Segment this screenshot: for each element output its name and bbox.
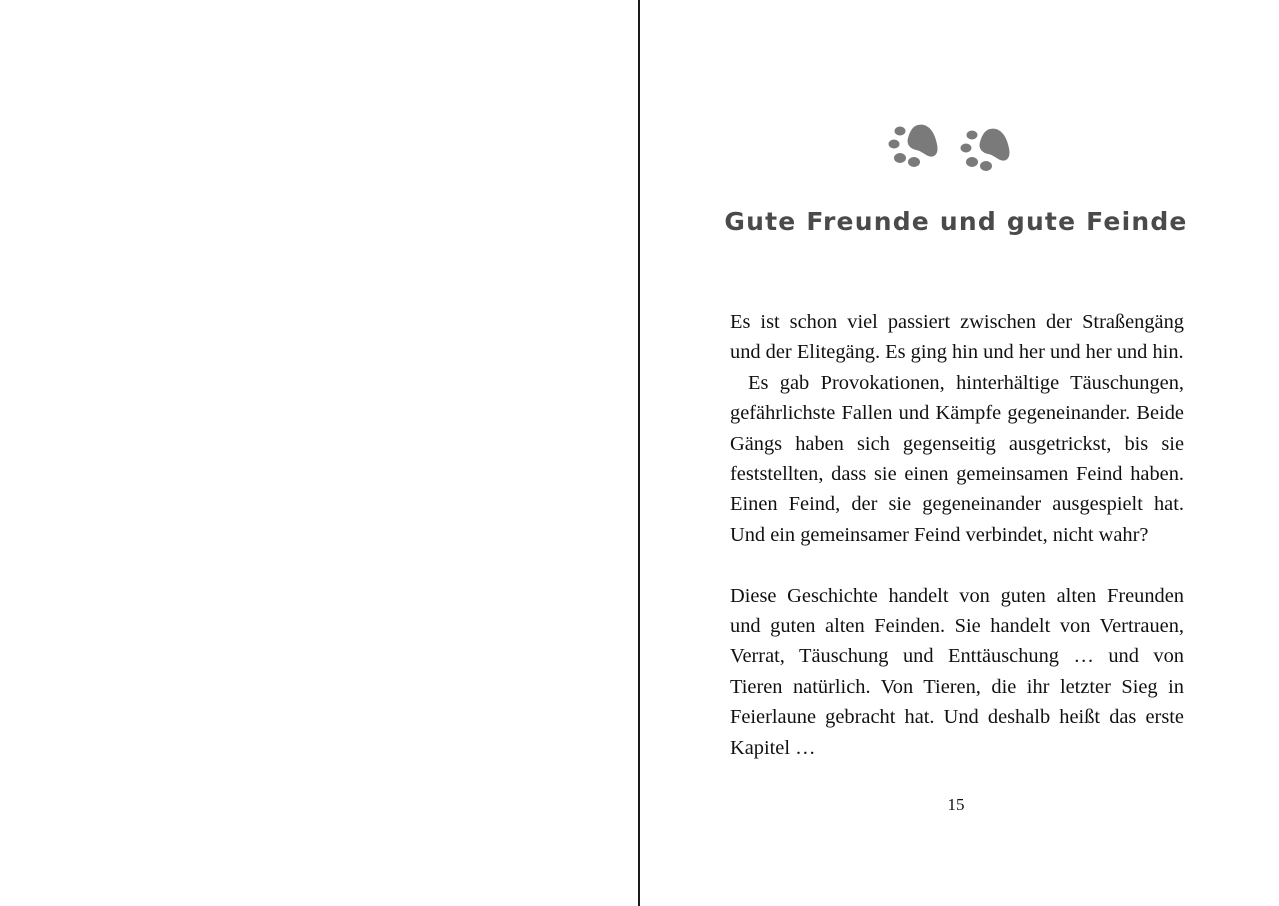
paw-print-icon <box>889 125 938 167</box>
body-text <box>730 307 1184 763</box>
paragraph: Es ist schon viel passiert zwischen der Straßengäng und der Elitegäng. Es ging hin und her und her und hin. <box>730 311 1184 364</box>
paragraph: Diese Geschichte handelt von guten alten Freunden und guten alten Feinden. Sie handelt von Vertrauen, Verrat, Täuschung und Enttäuschung … und von Tieren natürlich. Von Tieren, die ihr letzter Sieg in Feierlaune gebracht hat. Und deshalb heißt das erste Kapitel … <box>730 584 1184 759</box>
paw-prints-icon <box>886 117 1018 175</box>
left-page-blank <box>0 0 639 906</box>
chapter-title: Gute Freunde und gute Feinde <box>724 207 1188 236</box>
paw-print-icon <box>961 129 1010 171</box>
page-number: 15 <box>947 795 965 814</box>
paragraph: Es gab Provokationen, hinterhältige Täuschungen, gefährlichste Fallen und Kämpfe gegeneinander. Beide Gängs haben sich gegenseitig ausgetrickst, bis sie feststellten, dass sie einen gemeinsamen Feind haben. Einen Feind, der sie gegeneinander ausgespielt hat. Und ein gemeinsamer Feind verbindet, nicht wahr? <box>730 371 1184 546</box>
